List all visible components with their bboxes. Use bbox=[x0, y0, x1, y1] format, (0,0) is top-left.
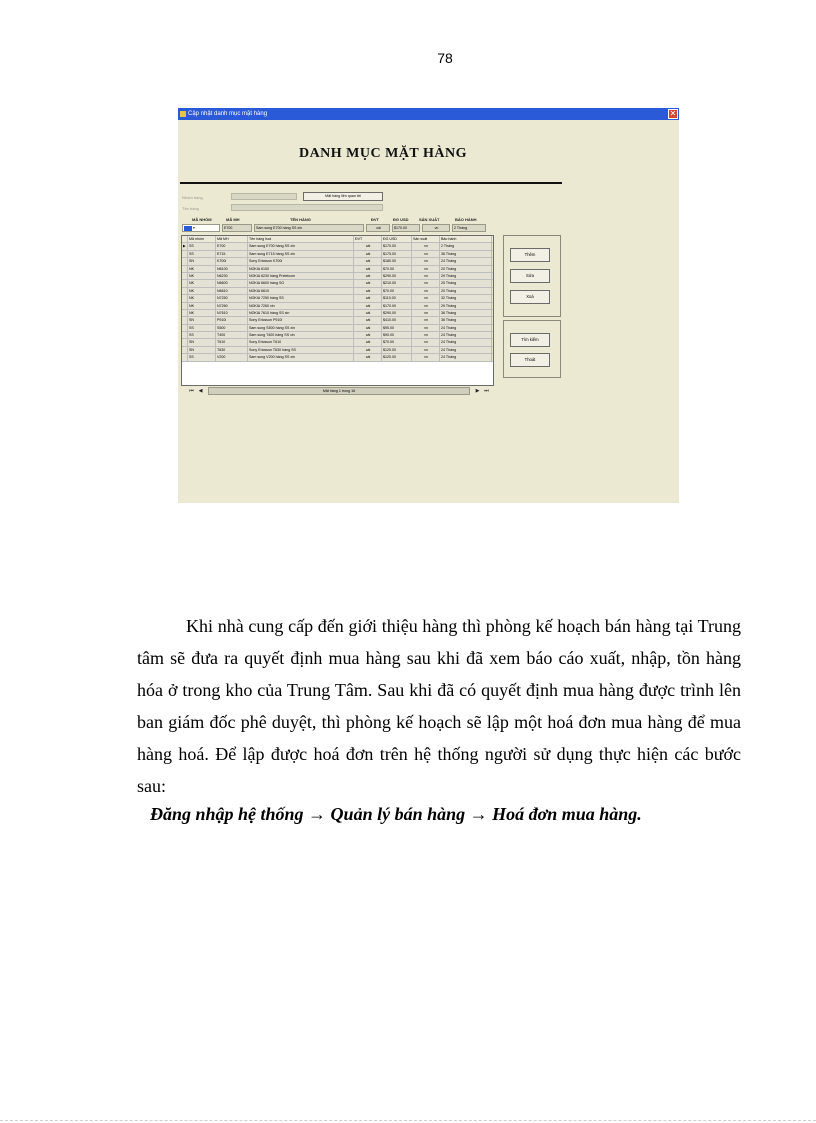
table-cell: $70.00 bbox=[382, 339, 412, 345]
table-cell: cái bbox=[354, 295, 382, 301]
table-cell: 36 Tháng bbox=[440, 310, 492, 316]
page-bottom-rule bbox=[0, 1120, 816, 1121]
table-cell: NK bbox=[188, 310, 216, 316]
table-cell: SS bbox=[188, 332, 216, 338]
table-cell: vn bbox=[412, 280, 440, 286]
table-cell: Sam sung T400 hàng SS xin bbox=[248, 332, 354, 338]
nav-first-icon[interactable]: ⏮ bbox=[189, 388, 194, 394]
table-cell: N6230 bbox=[216, 273, 248, 279]
delete-button[interactable]: Xoá bbox=[510, 290, 550, 304]
table-cell: NOKIA 7260 xin bbox=[248, 303, 354, 309]
table-cell: 24 Tháng bbox=[440, 332, 492, 338]
table-cell: 24 Tháng bbox=[440, 354, 492, 360]
table-cell: S500 bbox=[216, 325, 248, 331]
window-titlebar bbox=[178, 108, 679, 120]
edit-header-group: MÃ NHÓM bbox=[192, 217, 212, 222]
edit-group-select[interactable] bbox=[182, 224, 220, 232]
table-cell: SN bbox=[188, 258, 216, 264]
group-filter-select[interactable] bbox=[231, 193, 297, 200]
table-cell: cái bbox=[354, 258, 382, 264]
table-cell: SS bbox=[188, 251, 216, 257]
table-cell: vn bbox=[412, 332, 440, 338]
table-cell: cái bbox=[354, 266, 382, 272]
related-items-button[interactable]: Mặt hàng liên quan tới bbox=[303, 192, 383, 201]
search-button[interactable]: Tìm kiếm bbox=[510, 333, 550, 347]
table-cell: NOKIA 7610 hàng SS xin bbox=[248, 310, 354, 316]
exit-button[interactable]: Thoát bbox=[510, 353, 550, 367]
table-cell: T630 bbox=[216, 347, 248, 353]
table-cell: SN bbox=[188, 339, 216, 345]
table-cell: Sony Ericsson T610 bbox=[248, 339, 354, 345]
edit-origin-field[interactable]: vn bbox=[422, 224, 450, 232]
table-cell: Sam sung S500 hàng SS xin bbox=[248, 325, 354, 331]
table-row[interactable] bbox=[182, 243, 493, 250]
table-cell: 36 Tháng bbox=[440, 251, 492, 257]
table-cell: $70.00 bbox=[382, 288, 412, 294]
table-cell: $290.00 bbox=[382, 310, 412, 316]
table-cell: cái bbox=[354, 251, 382, 257]
row-selector[interactable]: ▶ bbox=[182, 243, 188, 249]
tools-panel bbox=[503, 320, 561, 378]
table-cell: K700i bbox=[216, 258, 248, 264]
table-cell: 36 Tháng bbox=[440, 317, 492, 323]
table-cell: $70.00 bbox=[382, 266, 412, 272]
table-row[interactable] bbox=[182, 317, 493, 324]
table-cell: E700 bbox=[216, 243, 248, 249]
grid-header-cell[interactable]: ĐG USD bbox=[382, 236, 412, 242]
table-cell: NOKIA 6610 bbox=[248, 288, 354, 294]
table-cell: $95.00 bbox=[382, 325, 412, 331]
nav-next-icon[interactable]: ▶ bbox=[475, 388, 480, 394]
body-paragraph: Khi nhà cung cấp đến giới thiệu hàng thì phòng kế hoạch bán hàng tại Trung tâm sẽ đưa ra quyết định mua hàng sau khi đã xem báo cáo xuất, nhập, tồn hàng hóa ở trong kho của Trung Tâm. Sau khi đã có quyết định mua hàng được trình lên ban giám đốc phê duyệt, thì phòng kế hoạch sẽ lập một hoá đơn mua hàng để mua hàng hoá. Để lập được hoá đơn trên hệ thống người sử dụng thực hiện các bước sau: bbox=[137, 616, 741, 796]
table-cell: $175.00 bbox=[382, 251, 412, 257]
table-cell: N7610 bbox=[216, 310, 248, 316]
edit-warranty-field[interactable]: 2 Tháng bbox=[452, 224, 486, 232]
chevron-down-icon: ▾ bbox=[193, 226, 195, 230]
table-cell: N7260 bbox=[216, 303, 248, 309]
table-cell: vn bbox=[412, 325, 440, 331]
table-cell: SS bbox=[188, 243, 216, 249]
table-cell: cái bbox=[354, 339, 382, 345]
table-cell: 24 Tháng bbox=[440, 258, 492, 264]
table-cell: T610 bbox=[216, 339, 248, 345]
table-cell: $120.00 bbox=[382, 354, 412, 360]
table-cell: vn bbox=[412, 303, 440, 309]
table-cell: vn bbox=[412, 295, 440, 301]
table-cell: cái bbox=[354, 303, 382, 309]
table-cell: 25 Tháng bbox=[440, 280, 492, 286]
table-cell: vn bbox=[412, 354, 440, 360]
table-cell: T400 bbox=[216, 332, 248, 338]
table-cell: 32 Tháng bbox=[440, 295, 492, 301]
edit-price-field[interactable]: $170.00 bbox=[392, 224, 420, 232]
table-cell: vn bbox=[412, 243, 440, 249]
form-title: DANH MỤC MẶT HÀNG bbox=[298, 146, 468, 161]
table-cell: vn bbox=[412, 317, 440, 323]
table-row[interactable] bbox=[182, 347, 493, 354]
table-row[interactable] bbox=[182, 280, 493, 287]
grid-header-cell[interactable]: ĐVT bbox=[354, 236, 382, 242]
edit-name-field[interactable]: Sam sung E700 hàng SS xin bbox=[254, 224, 364, 232]
table-cell: NK bbox=[188, 280, 216, 286]
table-cell: 24 Tháng bbox=[440, 347, 492, 353]
table-cell: N6100 bbox=[216, 266, 248, 272]
table-cell: cái bbox=[354, 243, 382, 249]
edit-header-code: MÃ MH bbox=[226, 217, 240, 222]
grid-header-cell[interactable]: Mã MH bbox=[216, 236, 248, 242]
window-title: Cập nhật danh mục mặt hàng bbox=[188, 111, 268, 117]
page-number: 78 bbox=[437, 50, 453, 66]
table-cell: 2 Tháng bbox=[440, 243, 492, 249]
table-cell: Sam sung E715 hàng SS xin bbox=[248, 251, 354, 257]
table-cell: N6610 bbox=[216, 288, 248, 294]
table-cell: vn bbox=[412, 266, 440, 272]
table-row[interactable] bbox=[182, 273, 493, 280]
table-cell: cái bbox=[354, 317, 382, 323]
table-cell: $210.00 bbox=[382, 280, 412, 286]
edit-header-unit: ĐVT bbox=[371, 217, 379, 222]
edit-button[interactable]: Sửa bbox=[510, 269, 550, 283]
grid-header-cell[interactable]: Bảo hành bbox=[440, 236, 492, 242]
table-cell: cái bbox=[354, 273, 382, 279]
table-cell: $180.00 bbox=[382, 258, 412, 264]
table-cell: P910i bbox=[216, 317, 248, 323]
table-cell: SS bbox=[188, 354, 216, 360]
table-cell: $90.00 bbox=[382, 332, 412, 338]
form-screenshot bbox=[178, 108, 679, 503]
table-cell: 20 Tháng bbox=[440, 288, 492, 294]
add-button[interactable]: Thêm bbox=[510, 248, 550, 262]
grid-header-cell[interactable]: Sản xuất bbox=[412, 236, 440, 242]
table-row[interactable] bbox=[182, 339, 493, 346]
table-row[interactable] bbox=[182, 266, 493, 273]
table-cell: cái bbox=[354, 325, 382, 331]
selected-group-marker bbox=[184, 226, 192, 231]
table-cell: vn bbox=[412, 273, 440, 279]
table-row[interactable] bbox=[182, 325, 493, 332]
record-navigator bbox=[188, 387, 488, 395]
name-filter-label: Tên hàng bbox=[182, 206, 199, 211]
table-cell: 24 Tháng bbox=[440, 339, 492, 345]
table-cell: vn bbox=[412, 258, 440, 264]
table-cell: $170.00 bbox=[382, 243, 412, 249]
table-cell: $110.00 bbox=[382, 295, 412, 301]
table-cell: NK bbox=[188, 273, 216, 279]
table-row[interactable] bbox=[182, 354, 493, 361]
table-cell: vn bbox=[412, 251, 440, 257]
table-cell: Sony Ericsson P910i bbox=[248, 317, 354, 323]
table-cell: cái bbox=[354, 354, 382, 360]
table-cell: cái bbox=[354, 310, 382, 316]
table-cell: cái bbox=[354, 288, 382, 294]
table-cell: 29 Tháng bbox=[440, 303, 492, 309]
table-cell: Sam sung E700 hàng SS xin bbox=[248, 243, 354, 249]
edit-header-price: ĐG USD bbox=[393, 217, 409, 222]
table-cell: 24 Tháng bbox=[440, 325, 492, 331]
table-row[interactable] bbox=[182, 310, 493, 317]
grid-header-cell[interactable]: Tên hàng hoá bbox=[248, 236, 354, 242]
table-cell: SS bbox=[188, 325, 216, 331]
table-cell: $170.00 bbox=[382, 303, 412, 309]
nav-last-icon[interactable]: ⏭ bbox=[484, 388, 489, 394]
table-row[interactable] bbox=[182, 288, 493, 295]
table-cell: Sony Ericsson T630 hàng SS bbox=[248, 347, 354, 353]
table-cell: 20 Tháng bbox=[440, 266, 492, 272]
table-cell: N6600 bbox=[216, 280, 248, 286]
table-cell: NK bbox=[188, 288, 216, 294]
table-cell: NK bbox=[188, 266, 216, 272]
action-panel bbox=[503, 235, 561, 317]
table-cell: cái bbox=[354, 280, 382, 286]
table-cell: NOKIA 7250 hàng SS bbox=[248, 295, 354, 301]
table-cell: vn bbox=[412, 310, 440, 316]
table-cell: E715 bbox=[216, 251, 248, 257]
record-position: Mặt hàng 1 trong 16 bbox=[208, 387, 470, 395]
edit-header-origin: SẢN XUẤT bbox=[419, 217, 440, 222]
table-cell: cái bbox=[354, 347, 382, 353]
title-divider bbox=[180, 182, 562, 184]
edit-header-name: TÊN HÀNG bbox=[290, 217, 311, 222]
nav-prev-icon[interactable]: ◀ bbox=[198, 388, 203, 394]
edit-header-warranty: BẢO HÀNH bbox=[455, 217, 477, 222]
table-cell: cái bbox=[354, 332, 382, 338]
table-cell: NOKIA 6600 hàng SG bbox=[248, 280, 354, 286]
table-cell: SN bbox=[188, 317, 216, 323]
table-cell: $290.00 bbox=[382, 273, 412, 279]
table-row[interactable] bbox=[182, 251, 493, 258]
close-icon[interactable]: ✕ bbox=[669, 109, 677, 118]
table-cell: $120.00 bbox=[382, 347, 412, 353]
table-row[interactable] bbox=[182, 295, 493, 302]
grid-header-row bbox=[182, 236, 493, 243]
table-row[interactable] bbox=[182, 258, 493, 265]
table-cell: Sony Ericsson K700i bbox=[248, 258, 354, 264]
edit-unit-field[interactable]: cái bbox=[366, 224, 390, 232]
table-cell: NK bbox=[188, 303, 216, 309]
items-grid[interactable] bbox=[181, 235, 494, 386]
menu-path: Đăng nhập hệ thống → Quản lý bán hàng → Hoá đơn mua hàng. bbox=[150, 804, 642, 824]
grid-header-cell[interactable]: Mã nhóm bbox=[188, 236, 216, 242]
app-icon bbox=[180, 111, 186, 117]
table-cell: NOKIA 6230 hàng Pretelcom bbox=[248, 273, 354, 279]
table-cell: N7250 bbox=[216, 295, 248, 301]
table-cell: Sam sung V200 hàng SS xin bbox=[248, 354, 354, 360]
table-cell: vn bbox=[412, 288, 440, 294]
table-row[interactable] bbox=[182, 332, 493, 339]
table-row[interactable] bbox=[182, 303, 493, 310]
table-cell: NOKIA 6100 bbox=[248, 266, 354, 272]
table-cell: $410.00 bbox=[382, 317, 412, 323]
table-cell: vn bbox=[412, 339, 440, 345]
table-cell: 29 Tháng bbox=[440, 273, 492, 279]
name-filter-input[interactable] bbox=[231, 204, 383, 211]
table-cell: vn bbox=[412, 347, 440, 353]
table-cell: NK bbox=[188, 295, 216, 301]
table-cell: V200 bbox=[216, 354, 248, 360]
table-cell: SN bbox=[188, 347, 216, 353]
edit-code-field[interactable]: E700 bbox=[222, 224, 252, 232]
group-filter-label: Nhóm hàng bbox=[182, 195, 203, 200]
